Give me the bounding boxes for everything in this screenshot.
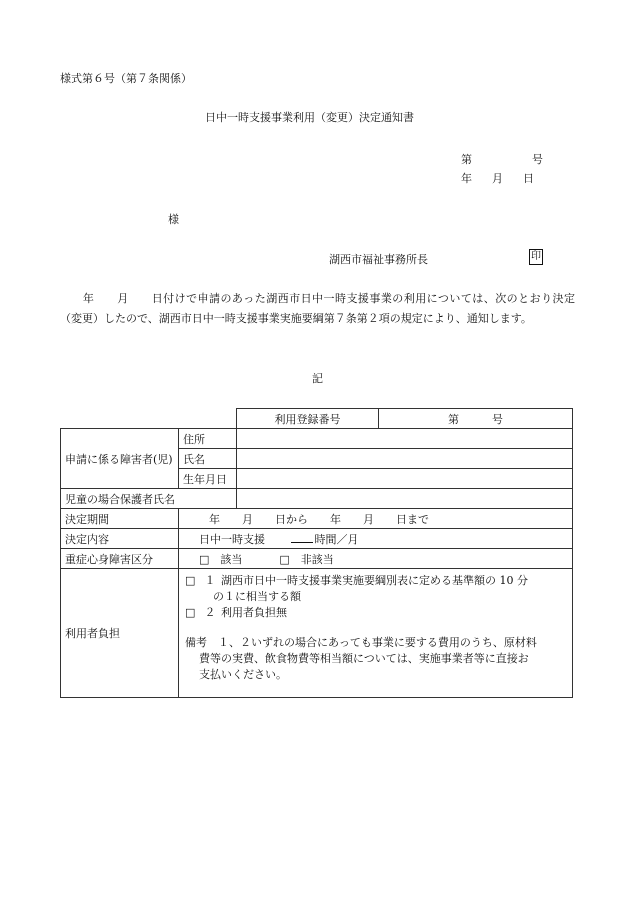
issuer-name: 湖西市福祉事務所長	[329, 253, 428, 266]
burden-option-1	[185, 573, 566, 589]
address-row	[61, 429, 573, 449]
severe-row	[61, 549, 573, 569]
guardian-label: 児童の場合保護者氏名	[61, 489, 237, 509]
burden-option-1-number: １	[204, 574, 216, 587]
birth-value[interactable]	[237, 469, 573, 489]
burden-options	[179, 569, 573, 698]
note-line-3: 支払いください。	[199, 668, 287, 681]
burden-option-1-checkbox[interactable]: □	[185, 574, 196, 587]
name-value[interactable]	[237, 449, 573, 469]
burden-row	[61, 569, 573, 698]
registration-row	[61, 409, 573, 429]
content-label: 決定内容	[61, 529, 179, 549]
body-paragraph: 年 月 日付けで申請のあった湖西市日中一時支援事業の利用については、次のとおり決定（変更）したので、湖西市日中一時支援事業実施要綱第７条第２項の規定により、通知します。	[60, 292, 575, 325]
content-row	[61, 529, 573, 549]
severe-options	[179, 549, 573, 569]
content-unit: 時間／月	[314, 532, 359, 546]
document-date	[461, 170, 534, 186]
registration-label: 利用登録番号	[237, 409, 379, 429]
severe-yes-checkbox[interactable]: □ 該当	[199, 552, 243, 566]
name-label: 氏名	[179, 449, 237, 469]
period-row	[61, 509, 573, 529]
decision-table	[60, 408, 573, 698]
burden-label: 利用者負担	[61, 569, 179, 698]
content-value: 日中一時支援	[199, 532, 265, 546]
ki-heading: 記	[312, 372, 323, 385]
severe-no-checkbox[interactable]: □ 非該当	[279, 552, 334, 566]
address-label: 住所	[179, 429, 237, 449]
applicant-label: 申請に係る障害者(児)	[61, 429, 179, 489]
burden-option-2	[185, 605, 566, 621]
note-line-2: 費等の実費、飲食物費等相当額については、実施事業者等に直接お	[199, 652, 529, 665]
guardian-value[interactable]	[237, 489, 573, 509]
severe-label: 重症心身障害区分	[61, 549, 179, 569]
burden-option-2-number: ２	[204, 606, 216, 619]
date-day: 日	[523, 172, 534, 185]
address-value[interactable]	[237, 429, 573, 449]
burden-option-1-text: 湖西市日中一時支援事業実施要綱別表に定める基準額の 10 分	[221, 574, 528, 587]
addressee-suffix: 様	[168, 213, 179, 226]
number-suffix: 号	[532, 153, 543, 166]
period-label: 決定期間	[61, 509, 179, 529]
document-title: 日中一時支援事業利用（変更）決定通知書	[205, 111, 414, 124]
hours-blank[interactable]	[291, 532, 313, 543]
date-year: 年	[461, 172, 472, 185]
burden-option-1-cont: の１に相当する額	[213, 590, 301, 603]
birth-label: 生年月日	[179, 469, 237, 489]
period-value: 年 月 日から 年 月 日まで	[179, 509, 573, 529]
registration-value: 第 号	[379, 409, 573, 429]
burden-option-2-text: 利用者負担無	[221, 606, 287, 619]
guardian-row	[61, 489, 573, 509]
date-month: 月	[492, 172, 503, 185]
form-number-label: 様式第６号（第７条関係）	[60, 72, 192, 85]
content-value-cell	[179, 529, 573, 549]
burden-option-2-checkbox[interactable]: □	[185, 606, 196, 619]
note-line-1: 備考 １、２いずれの場合にあっても事業に要する費用のうち、原材料	[185, 636, 537, 649]
document-number	[461, 151, 543, 167]
seal-mark: 印	[529, 249, 543, 265]
number-prefix: 第	[461, 153, 472, 166]
